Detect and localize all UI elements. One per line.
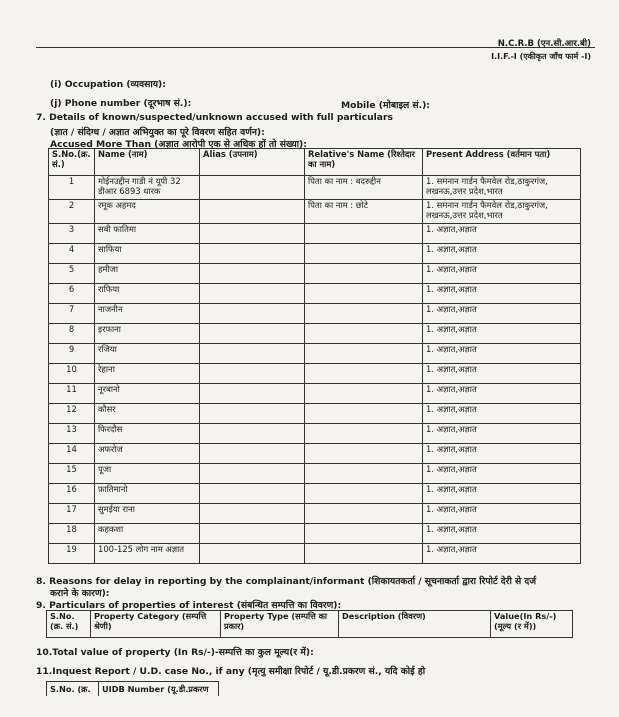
cell-relative (305, 384, 423, 404)
cell-relative (305, 524, 423, 544)
cell-sno: 10 (49, 364, 95, 384)
cell-address: 1. अज्ञात,अज्ञात (423, 484, 581, 504)
section-9-title: 9. Particulars of properties of interest (संबन्धित सम्पत्ति का विवरण): (36, 600, 342, 611)
cell-relative (305, 424, 423, 444)
prop-col-category: Property Category (सम्पत्ति श्रेणी) (91, 611, 221, 638)
cell-address: 1. समनान गार्डन फैमवेल रोड,ठाकुरगंज, लखनऊ,उत्तर प्रदेश,भारत (423, 200, 581, 224)
cell-sno: 2 (49, 200, 95, 224)
cell-sno: 7 (49, 304, 95, 324)
cell-name: रेहाना (95, 364, 200, 384)
prop-col-description: Description (विवरण) (339, 611, 491, 638)
mobile-label: Mobile (मोबाइल सं.): (341, 100, 430, 111)
table-row (49, 176, 581, 200)
cell-relative (305, 304, 423, 324)
cell-relative (305, 344, 423, 364)
accused-more-than-label: Accused More Than (अज्ञात आरोपी एक से अधिक हों तो संख्या): (50, 139, 307, 150)
cell-relative (305, 264, 423, 284)
cell-sno: 19 (49, 544, 95, 564)
cell-relative: पिता का नाम : छोटे (305, 200, 423, 224)
cell-sno: 6 (49, 284, 95, 304)
cell-sno: 12 (49, 404, 95, 424)
cell-relative (305, 364, 423, 384)
cell-address: 1. अज्ञात,अज्ञात (423, 544, 581, 564)
cell-address: 1. अज्ञात,अज्ञात (423, 444, 581, 464)
cell-sno: 18 (49, 524, 95, 544)
col-name: Name (नाम) (95, 149, 200, 176)
cell-name: सबी फातिमा (95, 224, 200, 244)
cell-sno: 9 (49, 344, 95, 364)
cell-address: 1. अज्ञात,अज्ञात (423, 304, 581, 324)
col-sno: S.No.(क्र. सं.) (49, 149, 95, 176)
cell-alias (200, 224, 305, 244)
table-row (49, 224, 581, 244)
cell-name: फिरदौस (95, 424, 200, 444)
prop-col-sno: S.No. (क्र. सं.) (47, 611, 91, 638)
cell-name: साफिया (95, 244, 200, 264)
cell-address: 1. अज्ञात,अज्ञात (423, 264, 581, 284)
cell-name: कहकशा (95, 524, 200, 544)
header-rule (36, 47, 595, 48)
section-7-title: 7. Details of known/suspected/unknown accused with full particulars (36, 112, 394, 123)
table-row (49, 404, 581, 424)
section-7-subtitle: (ज्ञात / संदिग्ध / अज्ञात अभियुक्त का पूरे विवरण सहित वर्णन): (50, 127, 265, 138)
cell-sno: 1 (49, 176, 95, 200)
cell-relative (305, 464, 423, 484)
cell-address: 1. अज्ञात,अज्ञात (423, 324, 581, 344)
section-8-title: 8. Reasons for delay in reporting by the complainant/informant (शिकायतकर्ता / सूचनाकर्ता द्वारा रिपोर्ट देरी से दर्ज (36, 576, 537, 587)
cell-sno: 8 (49, 324, 95, 344)
header-iif: I.I.F.-I (एकीकृत जाँच फार्म -I) (491, 52, 591, 61)
cell-name: रमूक अहमद (95, 200, 200, 224)
cell-alias (200, 244, 305, 264)
cell-address: 1. अज्ञात,अज्ञात (423, 404, 581, 424)
cell-sno: 17 (49, 504, 95, 524)
table-row (49, 484, 581, 504)
cell-sno: 11 (49, 384, 95, 404)
cell-address: 1. अज्ञात,अज्ञात (423, 344, 581, 364)
ud-table (46, 681, 219, 696)
col-relative: Relative's Name (रिश्तेदार का नाम) (305, 149, 423, 176)
cell-alias (200, 284, 305, 304)
cell-name: इरफाना (95, 324, 200, 344)
cell-name: हमीजा (95, 264, 200, 284)
cell-name: नूरबानो (95, 384, 200, 404)
cell-alias (200, 364, 305, 384)
cell-sno: 15 (49, 464, 95, 484)
cell-name: 100-125 लोग नाम अज्ञात (95, 544, 200, 564)
section-8-cont: कराने के कारण): (50, 588, 110, 599)
table-row (49, 444, 581, 464)
cell-address: 1. अज्ञात,अज्ञात (423, 364, 581, 384)
cell-relative (305, 504, 423, 524)
section-10-title: 10.Total value of property (In Rs/-)-सम्पत्ति का कुल मूल्य(र में): (36, 647, 314, 658)
prop-col-value: Value(In Rs/-) (मूल्य (र में)) (491, 611, 573, 638)
table-row (49, 344, 581, 364)
table-row (49, 244, 581, 264)
col-alias: Alias (उपनाम) (200, 149, 305, 176)
property-table-header (47, 611, 573, 638)
table-row (49, 324, 581, 344)
table-row (49, 264, 581, 284)
table-row (49, 304, 581, 324)
cell-alias (200, 544, 305, 564)
cell-relative (305, 284, 423, 304)
cell-sno: 16 (49, 484, 95, 504)
prop-col-type: Property Type (सम्पत्ति का प्रकार) (221, 611, 339, 638)
cell-name: कौसर (95, 404, 200, 424)
table-row (49, 524, 581, 544)
accused-table-header (49, 149, 581, 176)
cell-name: अफरोज (95, 444, 200, 464)
cell-alias (200, 304, 305, 324)
ud-col-sno: S.No. (क्र. (47, 682, 99, 697)
ud-table-header (47, 682, 219, 697)
cell-alias (200, 200, 305, 224)
cell-alias (200, 464, 305, 484)
cell-address: 1. अज्ञात,अज्ञात (423, 384, 581, 404)
property-table (46, 610, 573, 638)
cell-name: रजिया (95, 344, 200, 364)
table-row (49, 284, 581, 304)
cell-relative (305, 244, 423, 264)
cell-alias (200, 444, 305, 464)
cell-sno: 3 (49, 224, 95, 244)
cell-relative: पिता का नाम : बदरुद्दीन (305, 176, 423, 200)
cell-alias (200, 324, 305, 344)
header-ncrb: N.C.R.B (एन.सी.आर.बी) (497, 39, 591, 49)
cell-name: नाजनीन (95, 304, 200, 324)
cell-relative (305, 324, 423, 344)
ud-col-uidb: UIDB Number (यू.डी.प्रकरण (99, 682, 219, 697)
cell-alias (200, 404, 305, 424)
cell-alias (200, 424, 305, 444)
cell-name: पूजा (95, 464, 200, 484)
cell-alias (200, 524, 305, 544)
cell-name: सुमईया राना (95, 504, 200, 524)
accused-table (48, 148, 581, 564)
cell-address: 1. अज्ञात,अज्ञात (423, 284, 581, 304)
table-row (49, 384, 581, 404)
cell-relative (305, 484, 423, 504)
table-row (49, 504, 581, 524)
cell-name: मोईनउद्दीन गाडी नं यूपी 32 डीआर 6893 धारक (95, 176, 200, 200)
cell-address: 1. अज्ञात,अज्ञात (423, 424, 581, 444)
cell-address: 1. अज्ञात,अज्ञात (423, 524, 581, 544)
cell-relative (305, 444, 423, 464)
cell-relative (305, 224, 423, 244)
table-row (49, 464, 581, 484)
cell-sno: 4 (49, 244, 95, 264)
cell-alias (200, 344, 305, 364)
cell-alias (200, 176, 305, 200)
cell-sno: 13 (49, 424, 95, 444)
phone-label: (j) Phone number (दूरभाष सं.): (50, 98, 192, 109)
cell-address: 1. समनान गार्डन फैमवेल रोड,ठाकुरगंज, लखनऊ,उत्तर प्रदेश,भारत (423, 176, 581, 200)
cell-sno: 5 (49, 264, 95, 284)
table-row (49, 200, 581, 224)
section-11-title: 11.Inquest Report / U.D. case No., if any (मृत्यु समीक्षा रिपोर्ट / यू.डी.प्रकरण सं., यदि कोई हो (36, 666, 426, 677)
cell-name: फ़ातिमानो (95, 484, 200, 504)
cell-address: 1. अज्ञात,अज्ञात (423, 224, 581, 244)
cell-name: राफिया (95, 284, 200, 304)
cell-relative (305, 404, 423, 424)
cell-alias (200, 484, 305, 504)
table-row (49, 364, 581, 384)
cell-sno: 14 (49, 444, 95, 464)
table-row (49, 544, 581, 564)
cell-alias (200, 264, 305, 284)
cell-alias (200, 504, 305, 524)
col-address: Present Address (वर्तमान पता) (423, 149, 581, 176)
cell-address: 1. अज्ञात,अज्ञात (423, 244, 581, 264)
cell-relative (305, 544, 423, 564)
occupation-label: (i) Occupation (व्यवसाय): (50, 79, 166, 90)
table-row (49, 424, 581, 444)
cell-address: 1. अज्ञात,अज्ञात (423, 504, 581, 524)
cell-alias (200, 384, 305, 404)
cell-address: 1. अज्ञात,अज्ञात (423, 464, 581, 484)
